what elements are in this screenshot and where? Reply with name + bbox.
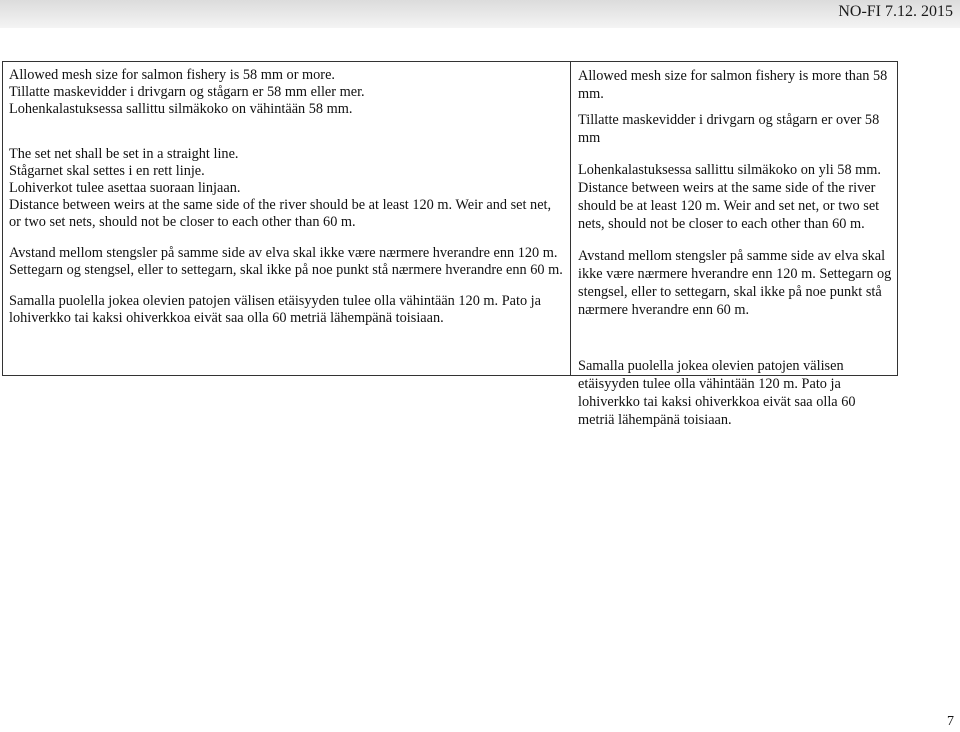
left-paragraph-mesh-en: Allowed mesh size for salmon fishery is 58 mm or more. (9, 67, 335, 83)
page-number: 7 (947, 714, 954, 729)
document-id: NO-FI 7.12. 2015 (838, 3, 953, 20)
right-paragraph-mesh-en: Allowed mesh size for salmon fishery is more than 58 mm. (578, 68, 888, 102)
left-paragraph-mesh-fi: Lohenkalastuksessa sallittu silmäkoko on vähintään 58 mm. (9, 101, 353, 117)
comparison-table (2, 61, 898, 428)
left-paragraph-straight-no: Stågarnet skal settes i en rett linje. (9, 163, 205, 179)
right-paragraph-distance-no: Avstand mellom stengsler på samme side av elva skal ikke være nærmere hverandre enn 120 m. Settegarn og stengsel, eller to settegarn, skal ikke på noe punkt stå nærmere hverandre enn 60 m. (578, 248, 892, 318)
left-paragraph-straight-en: The set net shall be set in a straight line. (9, 146, 239, 162)
right-column-cell (571, 62, 897, 428)
left-paragraph-distance-no: Avstand mellom stengsler på samme side av elva skal ikke være nærmere hverandre enn 120 m. Settegarn og stengsel, eller to settegarn, skal ikke på noe punkt stå nærmere hverandre enn 60 m. (9, 245, 563, 278)
left-column-cell (3, 62, 571, 375)
right-paragraph-distance-en: Distance between weirs at the same side of the river should be at least 120 m. Weir and set net, or two set nets, should not be closer to each other than 60 m. (578, 180, 880, 232)
left-paragraph-straight-fi: Lohiverkot tulee asettaa suoraan linjaan. (9, 180, 241, 196)
right-paragraph-distance-fi: Samalla puolella jokea olevien patojen välisen etäisyyden tulee olla vähintään 120 m. Pato ja lohiverkko tai kaksi ohiverkkoa eivät saa olla 60 metriä lähempänä toisiaan. (578, 358, 856, 428)
left-paragraph-mesh-no: Tillatte maskevidder i drivgarn og stågarn er 58 mm eller mer. (9, 84, 365, 100)
right-paragraph-mesh-no: Tillatte maskevidder i drivgarn og stågarn er over 58 mm (578, 112, 880, 146)
left-paragraph-distance-en: Distance between weirs at the same side of the river should be at least 120 m. Weir and set net, or two set nets, should not be closer to each other than 60 m. (9, 197, 552, 230)
page-header (0, 0, 960, 28)
left-paragraph-distance-fi: Samalla puolella jokea olevien patojen välisen etäisyyden tulee olla vähintään 120 m. Pato ja lohiverkko tai kaksi ohiverkkoa eivät saa olla 60 metriä lähempänä toisiaan. (9, 293, 542, 326)
right-paragraph-mesh-fi: Lohenkalastuksessa sallittu silmäkoko on yli 58 mm. (578, 162, 881, 178)
